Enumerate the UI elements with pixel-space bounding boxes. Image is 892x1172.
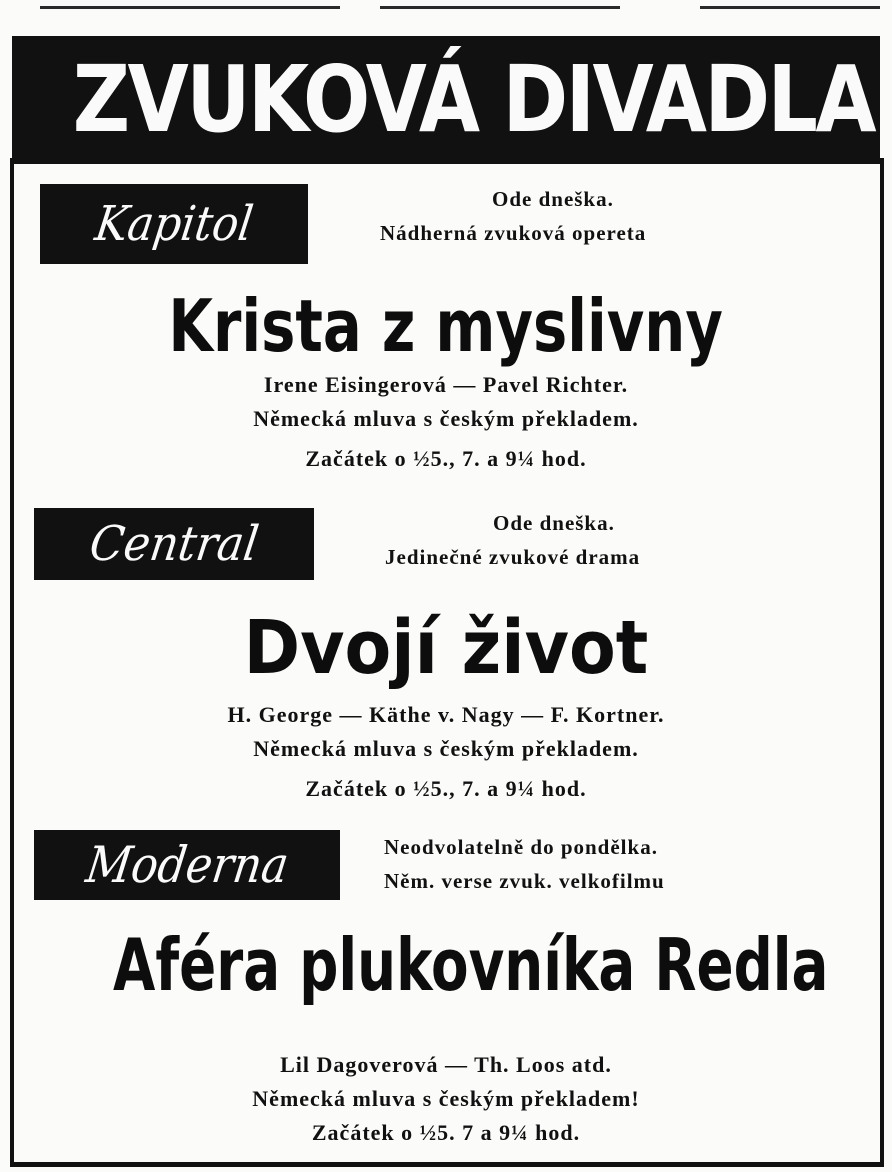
film-title-text: Dvojí život: [243, 605, 649, 691]
details-line: Irene Eisingerová — Pavel Richter.: [263, 372, 629, 397]
theater-name-moderna: Moderna: [82, 836, 292, 894]
film-title-text: Aféra plukovníka Redla: [112, 923, 829, 1007]
theater-logo-kapitol: [40, 184, 308, 264]
header-banner: [12, 36, 880, 164]
theater-logo-moderna: [34, 830, 340, 900]
film-title-text: Krista z myslivny: [168, 284, 724, 368]
film-details-moderna: [0, 1048, 892, 1150]
top-rule-right: [700, 6, 880, 9]
tagline-line: Jedinečné zvukové drama: [385, 545, 641, 569]
tagline-line: Ode dneška.: [492, 187, 614, 211]
theater-name-central: Central: [86, 516, 262, 572]
tagline-line: Něm. verse zvuk. velkofilmu: [384, 869, 665, 893]
details-line: Německá mluva s českým překladem.: [253, 406, 639, 431]
header-title: ZVUKOVÁ DIVADLA: [72, 46, 874, 153]
theater-logo-central: [34, 508, 314, 580]
details-line: H. George — Käthe v. Nagy — F. Kortner.: [227, 702, 665, 727]
tagline-line: Nádherná zvuková opereta: [380, 221, 647, 245]
film-title-central: [0, 604, 892, 692]
theater-tagline-kapitol: [380, 182, 840, 250]
theater-tagline-moderna: [384, 830, 854, 898]
film-title-kapitol: [0, 282, 892, 370]
tagline-line: Ode dneška.: [493, 511, 615, 535]
theater-tagline-central: [385, 506, 845, 574]
details-line: Lil Dagoverová — Th. Loos atd.: [280, 1052, 612, 1077]
film-details-kapitol: [0, 368, 892, 476]
film-title-moderna: [0, 922, 892, 1008]
film-details-central: [0, 698, 892, 806]
details-line: Začátek o ½5., 7. a 9¼ hod.: [305, 776, 587, 801]
theater-name-kapitol: Kapitol: [91, 196, 257, 252]
details-line: Začátek o ½5., 7. a 9¼ hod.: [305, 446, 587, 471]
details-line: Začátek o ½5. 7 a 9¼ hod.: [311, 1120, 581, 1145]
top-rule-left: [40, 6, 340, 9]
details-line: Německá mluva s českým překladem.: [253, 736, 639, 761]
top-rule-center: [380, 6, 620, 9]
tagline-line: Neodvolatelně do pondělka.: [384, 835, 658, 859]
details-line: Německá mluva s českým překladem!: [252, 1086, 640, 1111]
